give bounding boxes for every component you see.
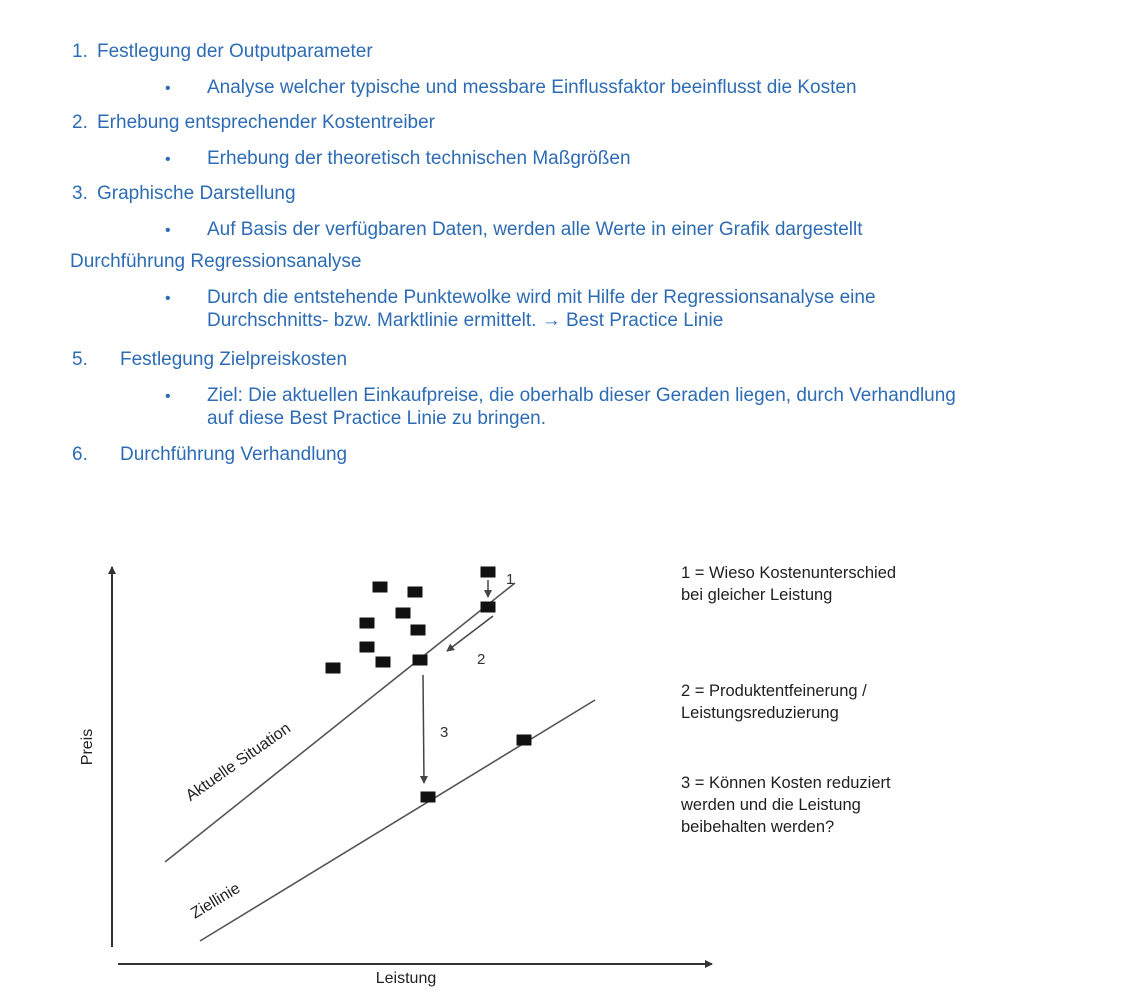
annotation-line: 2 = Produktentfeinerung / xyxy=(681,682,867,700)
list-item-number: 6. xyxy=(72,444,88,465)
list-item-label: Erhebung entsprechender Kostentreiber xyxy=(97,112,436,133)
scatter-point xyxy=(481,602,496,613)
bullet-dot: • xyxy=(165,388,171,405)
annotation-2 xyxy=(681,680,867,724)
scatter-point xyxy=(517,735,532,746)
scatter-point xyxy=(408,587,423,598)
price-performance-chart xyxy=(60,545,745,1000)
scatter-point xyxy=(326,663,341,674)
arrow-label-3: 3 xyxy=(440,724,449,741)
arrow-label-2: 2 xyxy=(477,651,486,668)
list-item-label: Durchführung Verhandlung xyxy=(120,444,348,465)
scatter-point xyxy=(411,625,426,636)
flow-arrow-2 xyxy=(447,616,493,651)
scatter-point xyxy=(360,642,375,653)
scatter-point xyxy=(413,655,428,666)
scatter-point xyxy=(421,792,436,803)
bullet-dot: • xyxy=(165,290,171,307)
scatter-point xyxy=(481,567,496,578)
annotation-1 xyxy=(681,562,896,606)
list-item-number: 1. xyxy=(72,41,88,62)
bullet-text: Auf Basis der verfügbaren Daten, werden alle Werte in einer Grafik dargestellt xyxy=(207,219,863,240)
list-item-label: Festlegung Zielpreiskosten xyxy=(120,349,348,370)
bullet-text: Durchschnitts- bzw. Marktlinie ermittelt. → Best Practice Linie xyxy=(207,310,724,331)
scatter-point xyxy=(376,657,391,668)
y-axis-label: Preis xyxy=(79,728,96,766)
scatter-point xyxy=(360,618,375,629)
x-axis-label: Leistung xyxy=(375,970,437,987)
list-item-number: 5. xyxy=(72,349,88,370)
line-label-aktuelle-situation: Aktuelle Situation xyxy=(182,719,294,805)
flow-arrow-3 xyxy=(423,675,424,783)
bullet-dot: • xyxy=(165,80,171,97)
bullet-text: Erhebung der theoretisch technischen Maßgrößen xyxy=(207,148,631,169)
annotation-line: 1 = Wieso Kostenunterschied xyxy=(681,564,897,582)
annotation-line: bei gleicher Leistung xyxy=(681,586,833,604)
bullet-dot: • xyxy=(165,222,171,239)
scatter-point xyxy=(396,608,411,619)
scatter-points xyxy=(326,567,532,803)
scatter-point xyxy=(373,582,388,593)
annotation-line: werden und die Leistung xyxy=(681,796,861,814)
annotation-line: beibehalten werden? xyxy=(681,818,835,836)
bullet-text: Durch die entstehende Punktewolke wird mit Hilfe der Regressionsanalyse eine xyxy=(207,287,876,308)
arrow-label-1: 1 xyxy=(506,571,515,588)
line-label-ziellinie: Ziellinie xyxy=(188,879,244,923)
bullet-dot: • xyxy=(165,151,171,168)
annotation-line: 3 = Können Kosten reduziert xyxy=(681,774,891,792)
list-item-number: 3. xyxy=(72,183,88,204)
trend-line xyxy=(165,583,515,862)
list-item-label: Durchführung Regressionsanalyse xyxy=(70,251,362,272)
list-item-label: Festlegung der Outputparameter xyxy=(97,41,373,62)
list-item-label: Graphische Darstellung xyxy=(97,183,296,204)
bullet-text: auf diese Best Practice Linie zu bringen. xyxy=(207,408,547,429)
bullet-text: Ziel: Die aktuellen Einkaufpreise, die oberhalb dieser Geraden liegen, durch Verhandlung xyxy=(207,385,956,406)
bullet-text: Analyse welcher typische und messbare Einflussfaktor beeinflusst die Kosten xyxy=(207,77,857,98)
annotation-3 xyxy=(681,772,891,838)
list-item-number: 2. xyxy=(72,112,88,133)
annotation-line: Leistungsreduzierung xyxy=(681,704,839,722)
